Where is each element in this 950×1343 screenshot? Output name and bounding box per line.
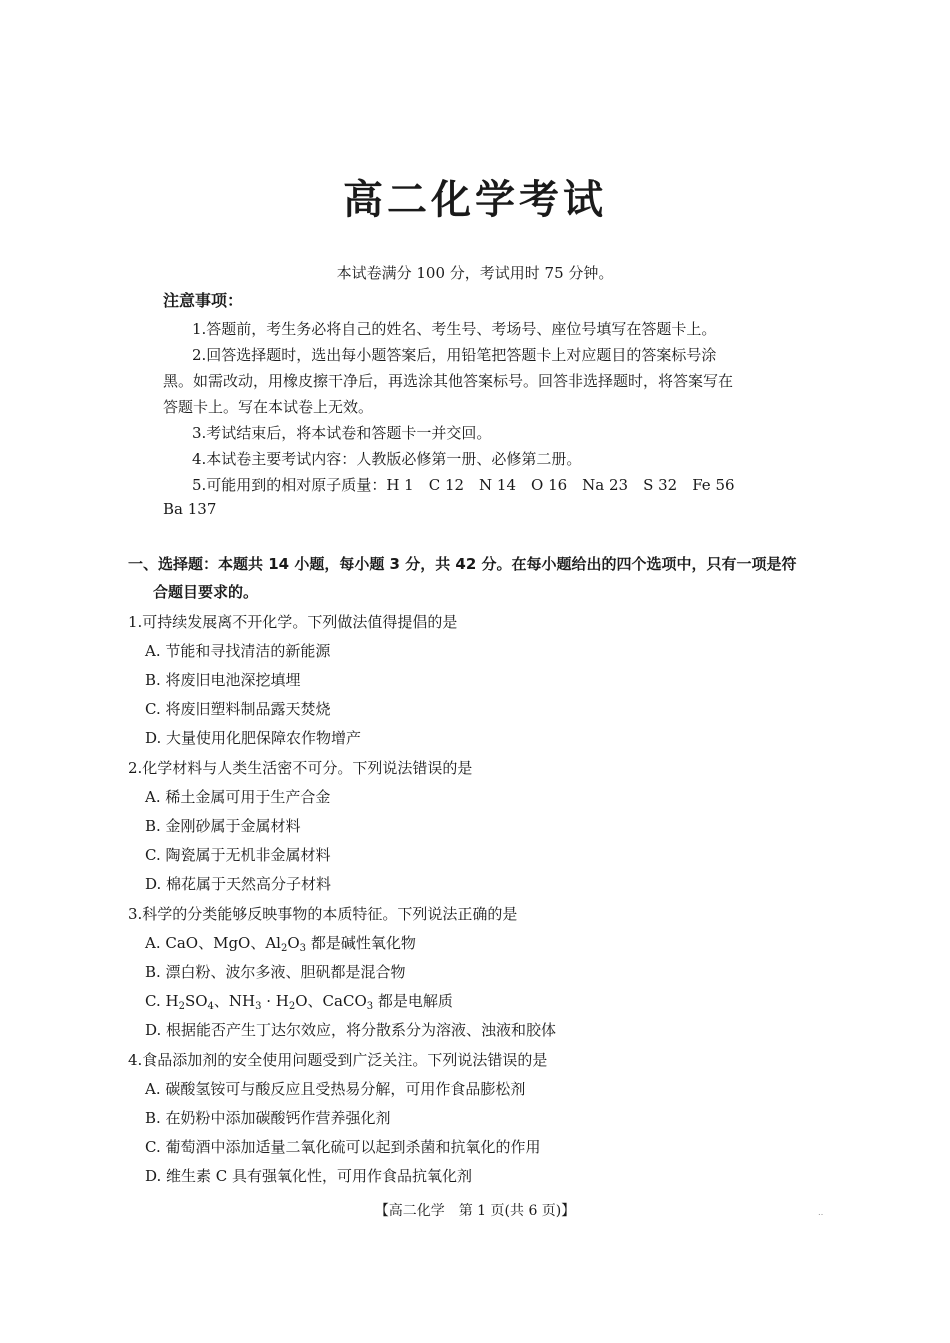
note-line: 2.回答选择题时，选出每小题答案后，用铅笔把答题卡上对应题目的答案标号涂 [192, 346, 717, 364]
question-2-stem: 2.化学材料与人类生活密不可分。下列说法错误的是 [128, 759, 473, 777]
question-4-stem: 4.食品添加剂的安全使用问题受到广泛关注。下列说法错误的是 [128, 1051, 548, 1069]
note-line: 1.答题前，考生务必将自己的姓名、考生号、考场号、座位号填写在答题卡上。 [192, 320, 717, 338]
formula-text: A. CaO、MgO、Al [145, 934, 281, 952]
question-1-option-c: C. 将废旧塑料制品露天焚烧 [145, 700, 331, 718]
option-text: 都是碱性氧化物 [306, 934, 416, 952]
note-line: 答题卡上。写在本试卷上无效。 [163, 398, 374, 416]
option-text: 都是电解质 [373, 992, 453, 1010]
question-2-option-a: A. 稀土金属可用于生产合金 [145, 788, 331, 806]
section-heading: 一、选择题：本题共 14 小题，每小题 3 分，共 42 分。在每小题给出的四个选项中，只有一项是符 [128, 555, 797, 573]
subscript: 3 [255, 1001, 262, 1012]
question-1-option-a: A. 节能和寻找清洁的新能源 [145, 642, 331, 660]
question-3-option-c [145, 990, 453, 1012]
question-3-option-d: D. 根据能否产生丁达尔效应，将分散系分为溶液、浊液和胶体 [145, 1021, 557, 1039]
formula-text: SO [184, 992, 208, 1010]
question-4-option-b: B. 在奶粉中添加碳酸钙作营养强化剂 [145, 1109, 391, 1127]
note-line: 3.考试结束后，将本试卷和答题卡一并交回。 [192, 424, 492, 442]
formula-text: 、NH [213, 992, 256, 1010]
subscript: 4 [207, 1001, 214, 1012]
question-1-option-d: D. 大量使用化肥保障农作物增产 [145, 729, 362, 747]
corner-mark: ‥ [818, 1208, 824, 1217]
subscript: 2 [288, 1001, 296, 1012]
note-line: 5.可能用到的相对原子质量：H 1 C 12 N 14 O 16 Na 23 S 32 Fe 56 [192, 476, 735, 494]
page-footer: 【高二化学 第 1 页(共 6 页)】 [374, 1203, 576, 1219]
subscript: 2 [178, 1001, 185, 1012]
exam-info: 本试卷满分 100 分，考试用时 75 分钟。 [336, 264, 614, 282]
question-4-option-c: C. 葡萄酒中添加适量二氧化硫可以起到杀菌和抗氧化的作用 [145, 1138, 541, 1156]
subscript: 2 [280, 943, 288, 954]
note-line: 4.本试卷主要考试内容：人教版必修第一册、必修第二册。 [192, 450, 582, 468]
formula-text: O [287, 934, 300, 952]
question-1-stem: 1.可持续发展离不开化学。下列做法值得提倡的是 [128, 613, 458, 631]
note-line: 黑。如需改动，用橡皮擦干净后，再选涂其他答案标号。回答非选择题时，将答案写在 [163, 372, 734, 390]
question-2-option-c: C. 陶瓷属于无机非金属材料 [145, 846, 331, 864]
question-3-stem: 3.科学的分类能够反映事物的本质特征。下列说法正确的是 [128, 905, 518, 923]
question-3-option-a [145, 932, 416, 954]
formula-text: O、CaCO [295, 992, 367, 1010]
question-3-option-b: B. 漂白粉、波尔多液、胆矾都是混合物 [145, 963, 406, 981]
subscript: 3 [366, 1001, 374, 1012]
question-2-option-b: B. 金刚砂属于金属材料 [145, 817, 301, 835]
page-title: 高二化学考试 [343, 177, 607, 223]
question-2-option-d: D. 棉花属于天然高分子材料 [145, 875, 332, 893]
notes-heading: 注意事项： [163, 291, 244, 310]
subscript: 3 [299, 943, 307, 954]
question-1-option-b: B. 将废旧电池深挖填埋 [145, 671, 301, 689]
section-heading-cont: 合题目要求的。 [153, 583, 259, 601]
note-line: Ba 137 [163, 500, 217, 518]
question-4-option-d: D. 维生素 C 具有强氧化性，可用作食品抗氧化剂 [145, 1167, 473, 1185]
formula-text: · H [261, 992, 289, 1010]
question-4-option-a: A. 碳酸氢铵可与酸反应且受热易分解，可用作食品膨松剂 [145, 1080, 526, 1098]
formula-text: C. H [145, 992, 179, 1010]
